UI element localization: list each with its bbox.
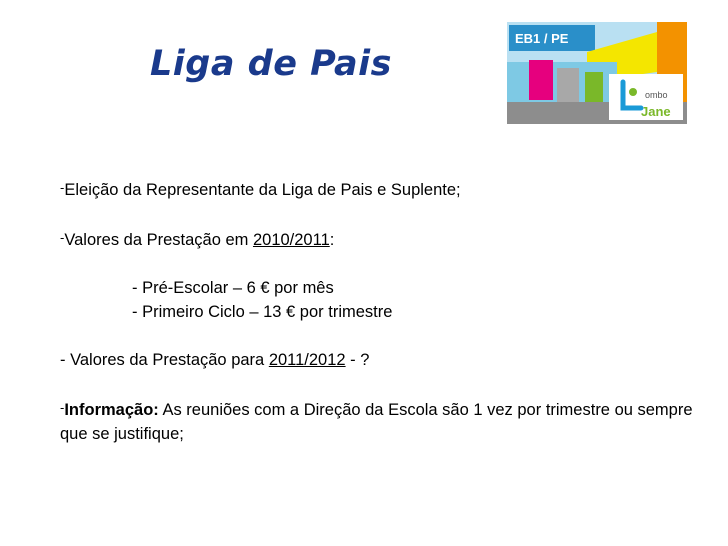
bullet-dash: - [60, 400, 65, 415]
logo-gray-door [557, 68, 579, 102]
spacer [60, 202, 700, 226]
bullet-valores-2011-prefix: - Valores da Prestação para [60, 351, 269, 369]
bullet-eleicao-text: Eleição da Representante da Liga de Pais e Suplente; [64, 181, 461, 199]
bullet-valores-2010-prefix: Valores da Prestação em [64, 231, 253, 249]
bullet-valores-2010 [60, 226, 700, 252]
logo-wordmark-b: Jane [641, 104, 671, 119]
spacer [60, 252, 700, 276]
bullet-eleicao [60, 176, 700, 202]
slide-body [60, 176, 700, 446]
logo-green-dot [629, 88, 637, 96]
logo-wordmark-a: ombo [645, 90, 668, 100]
slide-title: Liga de Pais [150, 44, 392, 84]
year-2011-2012: 2011/2012 [268, 351, 346, 369]
school-logo [507, 22, 687, 124]
sub-bullet-pre-escolar: - Pré-Escolar – 6 € por mês [132, 279, 334, 297]
sub-bullet-primeiro-ciclo: - Primeiro Ciclo – 13 € por trimestre [132, 303, 393, 321]
bullet-informacao [60, 396, 700, 446]
bullet-valores-2011-suffix: - ? [345, 351, 370, 369]
informacao-label: Informação: [64, 401, 159, 419]
bullet-valores-2011 [60, 348, 700, 372]
informacao-text: As reuniões com a Direção da Escola são 1 vez por trimestre ou sempre que se justifique; [60, 401, 693, 443]
spacer [60, 324, 700, 348]
bullet-valores-2010-suffix: : [329, 231, 335, 249]
year-2010-2011: 2010/2011 [252, 231, 330, 249]
logo-badge-text: EB1 / PE [515, 31, 569, 46]
logo-pink-block [529, 60, 553, 100]
bullet-dash: - [60, 180, 65, 195]
spacer [60, 372, 700, 396]
logo-green-block [585, 72, 603, 102]
bullet-dash: - [60, 230, 65, 245]
